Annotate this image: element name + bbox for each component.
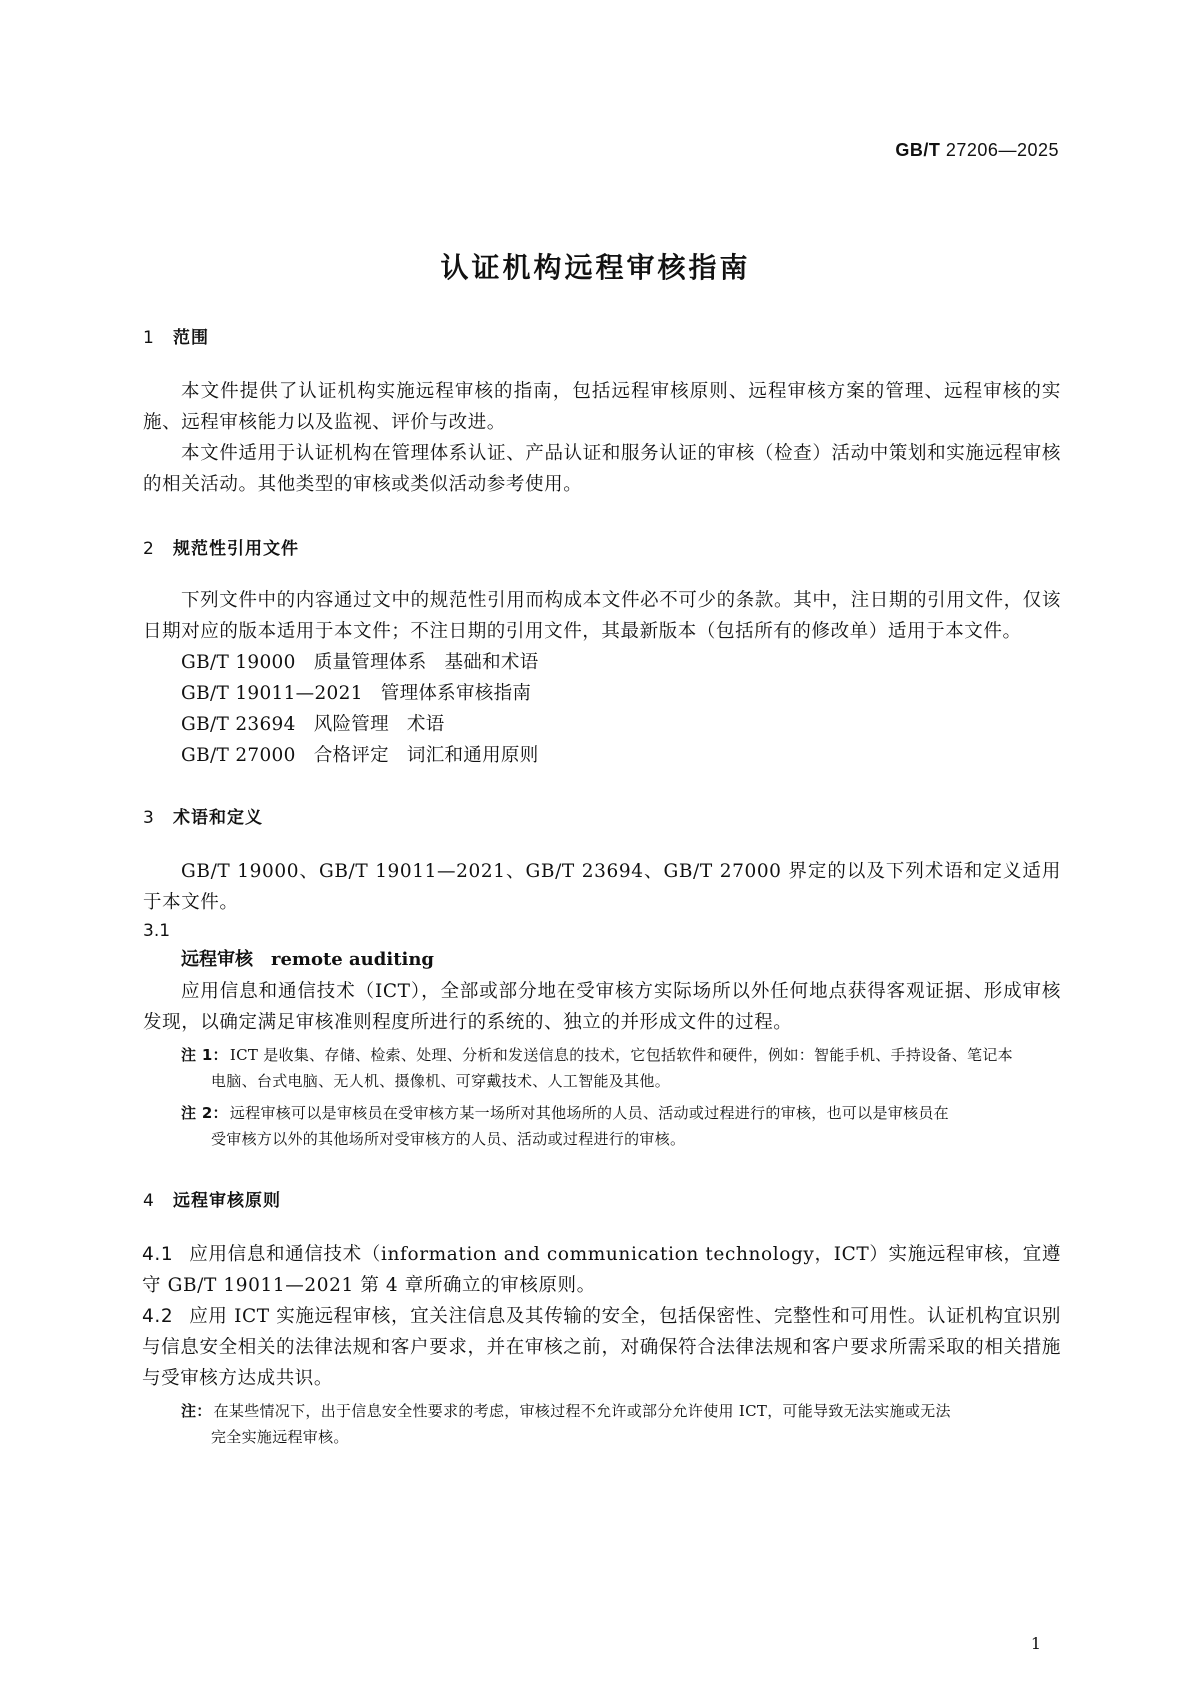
clause-number: 4.1 bbox=[142, 1244, 174, 1265]
standard-prefix: GB/T bbox=[895, 140, 941, 160]
note-label: 注 2： bbox=[181, 1104, 228, 1122]
term-definition: 应用信息和通信技术（ICT），全部或部分地在受审核方实际场所以外任何地点获得客观证据、形成审核发现，以确定满足审核准则程度所进行的系统的、独立的并形成文件的过程。 bbox=[143, 981, 1061, 1033]
note-text: 远程审核可以是审核员在受审核方某一场所对其他场所的人员、活动或过程进行的审核，也可以是审核员在 bbox=[229, 1104, 949, 1122]
reference-subtitle: 基础和术语 bbox=[444, 652, 539, 673]
section-number: 4 bbox=[143, 1191, 155, 1211]
reference-item bbox=[143, 647, 1061, 678]
section-number: 1 bbox=[143, 328, 155, 348]
scope-paragraph-1: 本文件提供了认证机构实施远程审核的指南，包括远程审核原则、远程审核方案的管理、远程审核的实施、远程审核能力以及监视、评价与改进。 bbox=[143, 381, 1061, 433]
term-entry bbox=[143, 944, 1061, 976]
section-title: 术语和定义 bbox=[173, 808, 263, 828]
section-4-heading bbox=[143, 1186, 1061, 1211]
section-3-heading bbox=[143, 803, 1061, 828]
section-1-heading bbox=[143, 323, 1061, 348]
note-label: 注 1： bbox=[181, 1046, 228, 1064]
document-title: 认证机构远程审核指南 bbox=[440, 251, 751, 284]
reference-code: GB/T 27000 bbox=[181, 745, 296, 766]
reference-title: 质量管理体系 bbox=[313, 652, 427, 673]
section-title: 范围 bbox=[173, 328, 209, 348]
note-text-continued: 电脑、台式电脑、无人机、摄像机、可穿戴技术、人工智能及其他。 bbox=[211, 1072, 671, 1090]
note-text: ICT 是收集、存储、检索、处理、分析和发送信息的技术，它包括软件和硬件，例如：智能手机、手持设备、笔记本 bbox=[229, 1046, 1013, 1064]
term-english: remote auditing bbox=[271, 949, 435, 970]
clause-4-1 bbox=[142, 1239, 1061, 1301]
scope-paragraph-2: 本文件适用于认证机构在管理体系认证、产品认证和服务认证的审核（检查）活动中策划和实施远程审核的相关活动。其他类型的审核或类似活动参考使用。 bbox=[143, 443, 1061, 495]
reference-item bbox=[143, 678, 1061, 709]
page-number: 1 bbox=[1030, 1634, 1041, 1653]
note-1 bbox=[143, 1042, 1061, 1094]
note-text-continued: 受审核方以外的其他场所对受审核方的人员、活动或过程进行的审核。 bbox=[211, 1130, 686, 1148]
reference-code: GB/T 19000 bbox=[181, 652, 296, 673]
section-title: 规范性引用文件 bbox=[173, 539, 299, 559]
reference-title: 管理体系审核指南 bbox=[380, 683, 532, 704]
note-text-continued: 完全实施远程审核。 bbox=[211, 1428, 349, 1446]
section-number: 3 bbox=[143, 808, 155, 828]
standard-code: 27206—2025 bbox=[945, 140, 1059, 160]
note-4-2 bbox=[143, 1398, 1061, 1450]
section-2-heading bbox=[143, 534, 1061, 559]
reference-code: GB/T 19011—2021 bbox=[181, 683, 363, 704]
note-label: 注： bbox=[181, 1402, 212, 1420]
reference-item bbox=[143, 709, 1061, 740]
clause-number: 4.2 bbox=[142, 1306, 174, 1327]
reference-title: 合格评定 bbox=[313, 745, 389, 766]
reference-code: GB/T 23694 bbox=[181, 714, 296, 735]
document-body bbox=[142, 328, 1061, 1450]
note-2 bbox=[143, 1100, 1061, 1152]
standard-number bbox=[895, 140, 1059, 161]
section-number: 2 bbox=[143, 539, 155, 559]
section-title: 远程审核原则 bbox=[173, 1191, 281, 1211]
term-number: 3.1 bbox=[143, 921, 171, 941]
terms-intro: GB/T 19000、GB/T 19011—2021、GB/T 23694、GB/T 27000 界定的以及下列术语和定义适用于本文件。 bbox=[143, 861, 1061, 913]
reference-title: 风险管理 bbox=[313, 714, 389, 735]
clause-text: 应用 ICT 实施远程审核，宜关注信息及其传输的安全，包括保密性、完整性和可用性。认证机构宜识别与信息安全相关的法律法规和客户要求，并在审核之前，对确保符合法律法规和客户要求所需采取的相关措施与受审核方达成共识。 bbox=[142, 1306, 1061, 1389]
reference-item bbox=[143, 740, 1061, 771]
note-text: 在某些情况下，出于信息安全性要求的考虑，审核过程不允许或部分允许使用 ICT，可能导致无法实施或无法 bbox=[213, 1402, 951, 1420]
reference-subtitle: 术语 bbox=[406, 714, 445, 735]
reference-subtitle: 词汇和通用原则 bbox=[406, 745, 539, 766]
clause-4-2 bbox=[142, 1301, 1061, 1394]
term-chinese: 远程审核 bbox=[181, 949, 253, 970]
clause-text: 应用信息和通信技术（information and communication technology，ICT）实施远程审核，宜遵守 GB/T 19011—2021 第 4 章所确立的审核原则。 bbox=[142, 1244, 1061, 1296]
normative-references-intro: 下列文件中的内容通过文中的规范性引用而构成本文件必不可少的条款。其中，注日期的引用文件，仅该日期对应的版本适用于本文件；不注日期的引用文件，其最新版本（包括所有的修改单）适用于本文件。 bbox=[143, 590, 1061, 642]
